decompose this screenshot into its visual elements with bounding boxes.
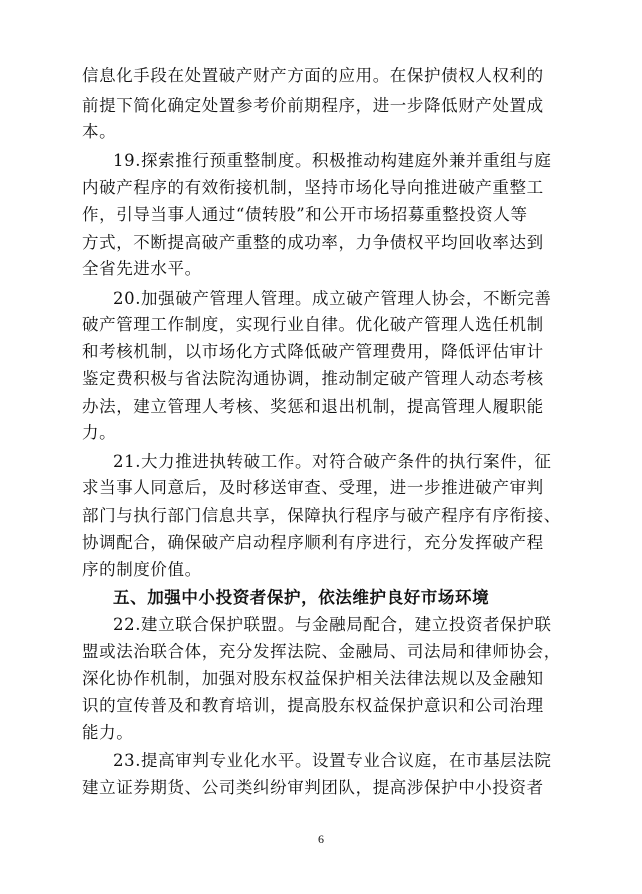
text-line: 方式，不断提高破产重整的成功率，力争债权平均回收率达到 (82, 233, 544, 252)
text-line: 建立证券期货、公司类纠纷审判团队，提高涉保护中小投资者 (82, 778, 544, 797)
text-line: 信息化手段在处置破产财产方面的应用。在保护债权人权利的 (82, 66, 544, 85)
paragraph-20-first-line: 20.加强破产管理人管理。成立破产管理人协会，不断完善 (113, 289, 552, 308)
text-line: 深化协作机制，加强对股东权益保护相关法律法规以及金融知 (82, 669, 544, 688)
text-line: 本。 (82, 122, 117, 141)
text-line: 内破产程序的有效衔接机制，坚持市场化导向推进破产重整工 (82, 178, 544, 197)
text-line: 鉴定费积极与省法院沟通协调，推动制定破产管理人动态考核 (82, 369, 544, 388)
paragraph-22-first-line: 22.建立联合保护联盟。与金融局配合，建立投资者保护联 (113, 615, 552, 634)
section-heading: 五、加强中小投资者保护，依法维护良好市场环境 (113, 588, 490, 607)
paragraph-21-first-line: 21.大力推进执转破工作。对符合破产条件的执行案件，征 (113, 452, 552, 471)
paragraph-23-first-line: 23.提高审判专业化水平。设置专业合议庭，在市基层法院 (113, 751, 552, 770)
text-line: 破产管理工作制度，实现行业自律。优化破产管理人选任机制 (82, 315, 544, 334)
text-line: 能力。 (82, 723, 134, 742)
text-line: 部门与执行部门信息共享，保障执行程序与破产程序有序衔接、 (82, 506, 561, 525)
text-line: 全省先进水平。 (82, 259, 202, 278)
text-line: 作，引导当事人通过“债转股”和公开市场招募重整投资人等 (82, 205, 528, 224)
text-line: 求当事人同意后，及时移送审查、受理，进一步推进破产审判 (82, 478, 544, 497)
text-line: 力。 (82, 423, 117, 442)
paragraph-19-first-line: 19.探索推行预重整制度。积极推动构建庭外兼并重组与庭 (113, 151, 552, 170)
text-line: 办法，建立管理人考核、奖惩和退出机制，提高管理人履职能 (82, 397, 544, 416)
text-line: 协调配合，确保破产启动程序顺利有序进行，充分发挥破产程 (82, 533, 544, 552)
text-line: 识的宣传普及和教育培训，提高股东权益保护意识和公司治理 (82, 696, 544, 715)
page-number: 6 (318, 832, 324, 846)
text-line: 和考核机制，以市场化方式降低破产管理费用，降低评估审计 (82, 342, 544, 361)
text-line: 序的制度价值。 (82, 560, 202, 579)
text-line: 前提下简化确定处置参考价前期程序，进一步降低财产处置成 (82, 96, 544, 115)
text-line: 盟或法治联合体，充分发挥法院、金融局、司法局和律师协会， (82, 642, 561, 661)
